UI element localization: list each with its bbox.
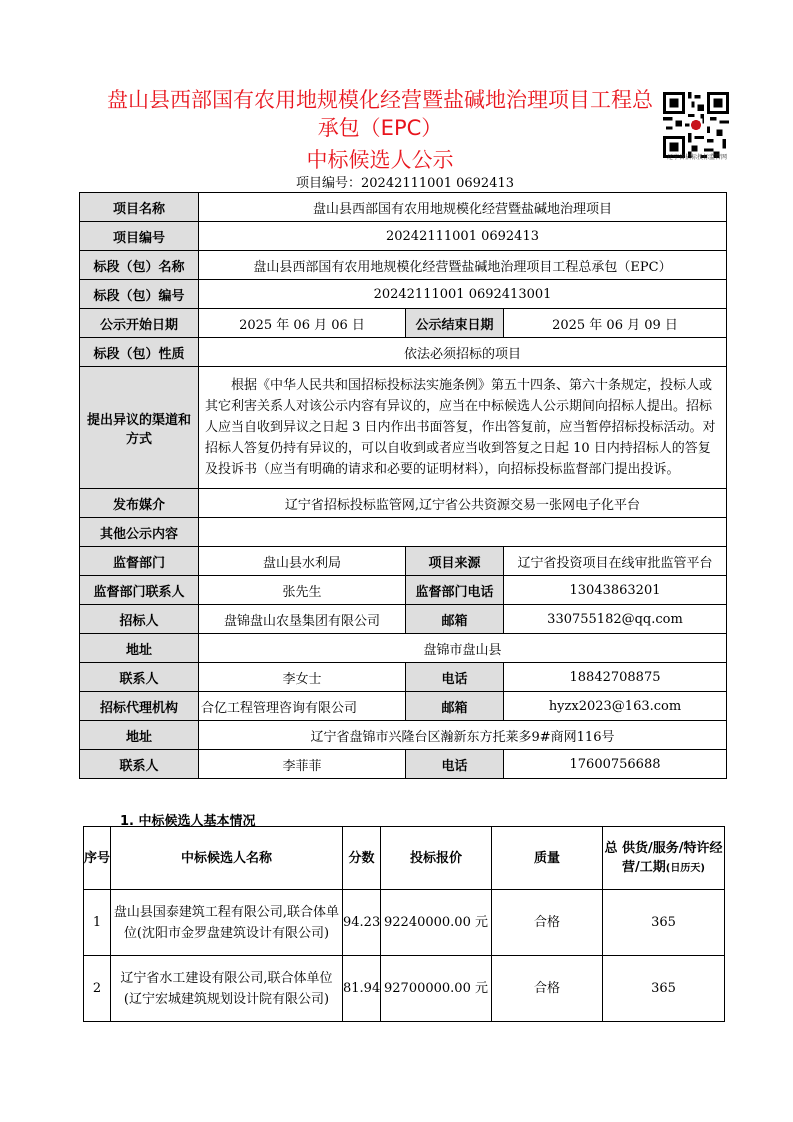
end-date-value: 2025 年 06 月 09 日 (504, 309, 727, 338)
project-source-value: 辽宁省投资项目在线审批监管平台 (504, 547, 727, 576)
header-period-unit: (日历天) (665, 862, 705, 874)
agency-contact-label: 联系人 (80, 750, 199, 779)
row-other (80, 518, 727, 547)
row-agency-address (80, 721, 727, 750)
title-line-2: 承包（EPC） (317, 116, 443, 140)
tenderer-address-value: 盘锦市盘山县 (199, 634, 727, 663)
section-1-title: 1. 中标候选人基本情况 (120, 814, 256, 829)
supervisor-phone-label: 监督部门电话 (406, 576, 504, 605)
row-section-code (80, 280, 727, 309)
candidates-header-row (84, 827, 725, 890)
table-row (84, 956, 725, 1022)
candidate-period: 365 (603, 956, 725, 1022)
supervisor-value: 盘山县水利局 (199, 547, 406, 576)
row-tenderer (80, 605, 727, 634)
other-content-label: 其他公示内容 (80, 518, 199, 547)
objection-label: 提出异议的渠道和方式 (80, 367, 199, 489)
agency-value: 合亿工程管理咨询有限公司 (199, 692, 406, 721)
tenderer-address-label: 地址 (80, 634, 199, 663)
candidates-table (83, 826, 725, 1022)
row-supervisor-contact (80, 576, 727, 605)
row-agency (80, 692, 727, 721)
tenderer-contact-value: 李女士 (199, 663, 406, 692)
candidate-score: 94.23 (343, 890, 381, 956)
tenderer-phone-label: 电话 (406, 663, 504, 692)
tenderer-label: 招标人 (80, 605, 199, 634)
project-name-label: 项目名称 (80, 193, 199, 222)
section-code-label: 标段（包）编号 (80, 280, 199, 309)
document-title (100, 86, 660, 174)
objection-text-cell (199, 367, 727, 489)
project-code-value: 20242111001 0692413 (199, 222, 727, 251)
header-quality: 质量 (492, 827, 603, 890)
row-dates (80, 309, 727, 338)
candidate-name: 盘山县国泰建筑工程有限公司,联合体单位(沈阳市金罗盘建筑设计有限公司) (111, 890, 343, 956)
header-price: 投标报价 (381, 827, 492, 890)
candidate-name: 辽宁省水工建设有限公司,联合体单位(辽宁宏城建筑规划设计院有限公司) (111, 956, 343, 1022)
row-tenderer-address (80, 634, 727, 663)
other-content-value (199, 518, 727, 547)
row-objection (80, 367, 727, 489)
qr-code-icon (663, 92, 729, 158)
agency-email-value: hyzx2023@163.com (504, 692, 727, 721)
candidate-no: 2 (84, 956, 111, 1022)
row-section-name (80, 251, 727, 280)
row-section-nature (80, 338, 727, 367)
objection-text: 根据《中华人民共和国招标投标法实施条例》第五十四条、第六十条规定，投标人或其它利害关系人对该公示内容有异议的，应当在中标候选人公示期间向招标人提出。招标人应当自收到异议之日起 3 日内作出书面答复，作出答复前，应当暂停招标投标活动。对招标人答复仍持有异议的，可以自收到或者应当收到答复之日起 10 日内持招标人的答复及投诉书（应当有明确的请求和必要的证明材料），向招标投标监督部门提出投诉。 (205, 378, 716, 477)
tenderer-value: 盘锦盘山农垦集团有限公司 (199, 605, 406, 634)
candidate-no: 1 (84, 890, 111, 956)
project-source-label: 项目来源 (406, 547, 504, 576)
header-period (603, 827, 725, 890)
section-code-value: 20242111001 0692413001 (199, 280, 727, 309)
header-score: 分数 (343, 827, 381, 890)
header-no: 序号 (84, 827, 111, 890)
announcement-info-table (79, 192, 727, 779)
media-value: 辽宁省招标投标监管网,辽宁省公共资源交易一张网电子化平台 (199, 489, 727, 518)
tenderer-phone-value: 18842708875 (504, 663, 727, 692)
candidate-price: 92700000.00 元 (381, 956, 492, 1022)
agency-address-label: 地址 (80, 721, 199, 750)
section-nature-value: 依法必须招标的项目 (199, 338, 727, 367)
agency-phone-label: 电话 (406, 750, 504, 779)
table-row (84, 890, 725, 956)
candidate-period: 365 (603, 890, 725, 956)
row-project-code (80, 222, 727, 251)
supervisor-phone-value: 13043863201 (504, 576, 727, 605)
section-name-label: 标段（包）名称 (80, 251, 199, 280)
qr-caption: 辽宁省招标投标监管网 (666, 154, 727, 161)
title-line-1: 盘山县西部国有农用地规模化经营暨盐碱地治理项目工程总 (107, 88, 653, 112)
project-name-value: 盘山县西部国有农用地规模化经营暨盐碱地治理项目 (199, 193, 727, 222)
section-nature-label: 标段（包）性质 (80, 338, 199, 367)
end-date-label: 公示结束日期 (406, 309, 504, 338)
candidate-quality: 合格 (492, 956, 603, 1022)
tenderer-contact-label: 联系人 (80, 663, 199, 692)
row-agency-contact (80, 750, 727, 779)
candidate-score: 81.94 (343, 956, 381, 1022)
agency-email-label: 邮箱 (406, 692, 504, 721)
row-supervisor (80, 547, 727, 576)
supervisor-label: 监督部门 (80, 547, 199, 576)
header-name: 中标候选人名称 (111, 827, 343, 890)
title-line-3: 中标候选人公示 (306, 148, 454, 172)
media-label: 发布媒介 (80, 489, 199, 518)
row-media (80, 489, 727, 518)
supervisor-contact-label: 监督部门联系人 (80, 576, 199, 605)
candidate-price: 92240000.00 元 (381, 890, 492, 956)
tenderer-email-value: 330755182@qq.com (504, 605, 727, 634)
start-date-value: 2025 年 06 月 06 日 (199, 309, 406, 338)
agency-phone-value: 17600756688 (504, 750, 727, 779)
start-date-label: 公示开始日期 (80, 309, 199, 338)
agency-label: 招标代理机构 (80, 692, 199, 721)
section-name-value: 盘山县西部国有农用地规模化经营暨盐碱地治理项目工程总承包（EPC） (199, 251, 727, 280)
agency-contact-value: 李菲菲 (199, 750, 406, 779)
row-tenderer-contact (80, 663, 727, 692)
tenderer-email-label: 邮箱 (406, 605, 504, 634)
project-number-line: 项目编号：20242111001 0692413 (296, 176, 515, 191)
project-code-label: 项目编号 (80, 222, 199, 251)
header-period-main: 总 供货/服务/特许经营/工期 (604, 840, 723, 875)
supervisor-contact-value: 张先生 (199, 576, 406, 605)
row-project-name (80, 193, 727, 222)
agency-address-value: 辽宁省盘锦市兴隆台区瀚新东方托莱多9#商网116号 (199, 721, 727, 750)
candidate-quality: 合格 (492, 890, 603, 956)
